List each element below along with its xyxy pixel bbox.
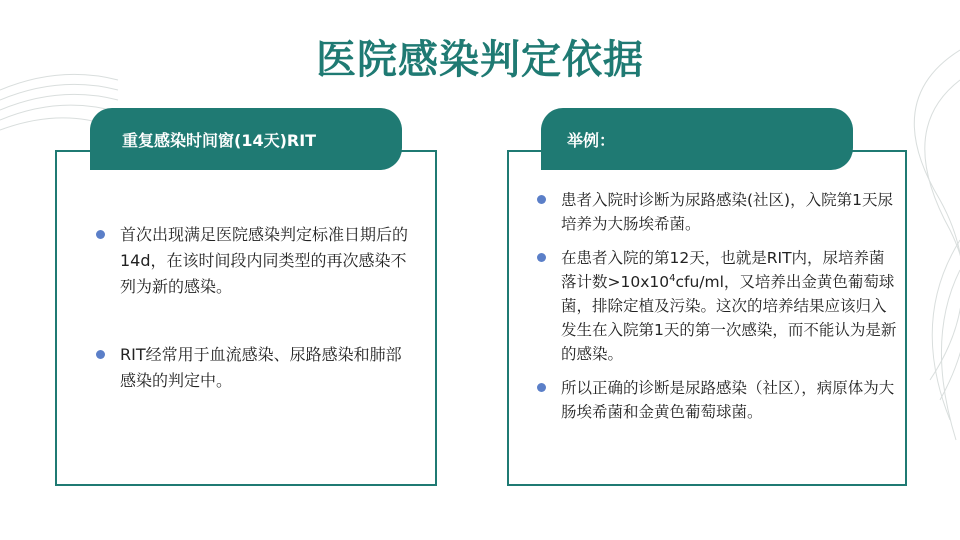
list-item [96, 342, 416, 394]
example-bullet-list [537, 188, 897, 434]
bullet-dot-icon [96, 350, 105, 359]
rit-bullet-2: RIT经常用于血流感染、尿路感染和肺部感染的判定中。 [120, 345, 402, 390]
example-bullet-2-after: cfu/ml，又培养出金黄色葡萄球菌，排除定植及污染。这次的培养结果应该归入发生在入院第1天的第一次感染，而不能认为是新的感染。 [561, 273, 897, 363]
example-heading-text: 举例： [567, 130, 616, 150]
example-bullet-2 [561, 249, 896, 363]
bullet-dot-icon [537, 253, 546, 262]
page-title: 医院感染判定依据 [316, 37, 644, 83]
exponent: 4 [669, 272, 676, 284]
list-item [537, 188, 897, 236]
rit-panel-heading [90, 108, 402, 170]
rit-heading-text: 重复感染时间窗(14天)RIT [122, 130, 317, 150]
rit-bullet-1: 首次出现满足医院感染判定标准日期后的14d，在该时间段内同类型的再次感染不列为新的感染。 [120, 225, 409, 296]
bullet-dot-icon [537, 383, 546, 392]
example-bullet-3: 所以正确的诊断是尿路感染（社区），病原体为大肠埃希菌和金黄色葡萄球菌。 [561, 379, 895, 421]
list-item [96, 222, 416, 300]
list-item [537, 246, 897, 366]
example-bullet-1: 患者入院时诊断为尿路感染(社区)，入院第1天尿培养为大肠埃希菌。 [561, 191, 893, 233]
bullet-dot-icon [537, 195, 546, 204]
example-panel-heading [541, 108, 853, 170]
bullet-dot-icon [96, 230, 105, 239]
rit-bullet-list [96, 222, 416, 436]
list-item [537, 376, 897, 424]
example-bullet-2-before: 在患者入院的第12天，也就是RIT内，尿培养菌落计数>10x10 [561, 249, 885, 291]
